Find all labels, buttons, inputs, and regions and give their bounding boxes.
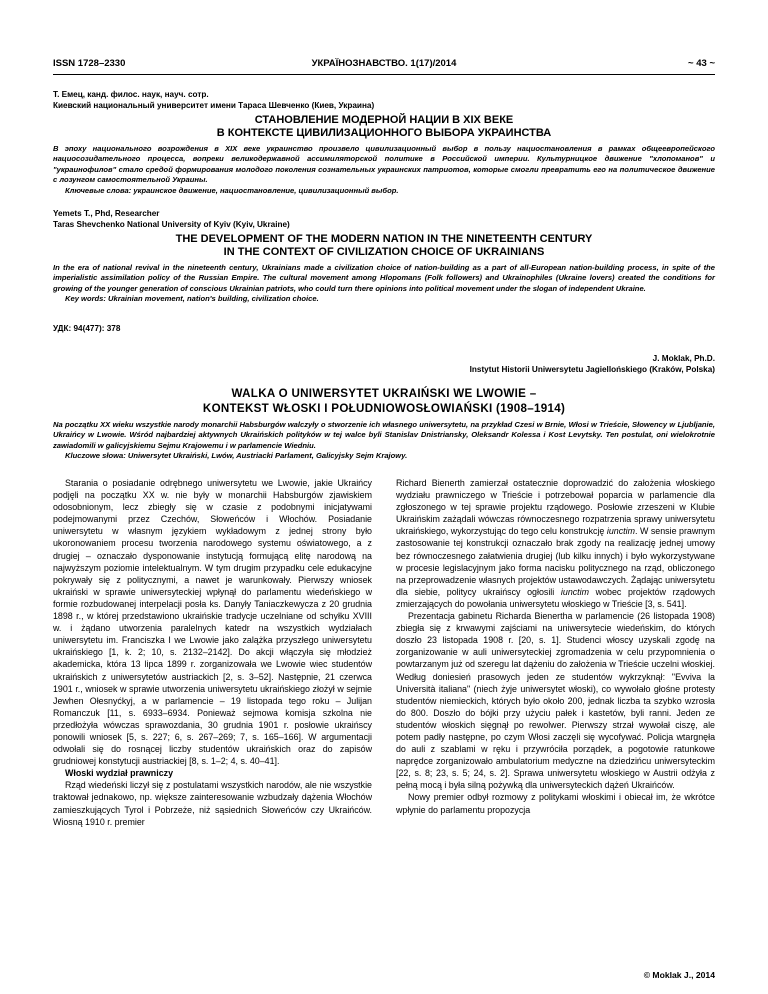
- body-paragraph: Prezentacja gabinetu Richarda Bienertha w parlamencie (26 listopada 1908) zbiegła się z krwawymi zajściami na uniwersytecie wiedeńskim, do których doszło 23 listopada 1908 r. [20, s. 1]. Studenci włoscy uzyskali zgodę na zorganizowanie w auli uniwersyteckiej zgromadzenia w celu przypomnienia o powtarzanym już od szeregu lat dążeniu do założenia w Trieście uczelni włoskiej. Według doniesień prasowych jeden ze studentów wykrzyknął: "Evviva la Università italiana" (niech żyje uniwersytet włoski), co wywołało głośne protesty studentów niemieckich, których było około 200, jednak liczba ta szybko wzrosła do 800. Doszło do bójki przy użyciu pałek i kastetów, byli ranni. Jeden ze studentów włoskich sięgnął po rewolwer. Pierwszy strzał wywołał ciszę, ale potem padły następne, po czym Włosi zaczęli się wycofywać. Policja wtargnęła do auli z szablami w ręku i przywróciła porządek, a pogotowie ratunkowe naprędce zorganizowało ambulatorium medyczne na dziedzińcu uniwersyteckim [22, s. 8; 23, s. 5; 24, s. 2]. Sprawa uniwersytetu włoskiego w Austrii odżyła z pełną mocą i była silną pożywką dla uniwersyteckich dążeń Ukraińców.: [396, 611, 715, 791]
- journal-page: [53, 0, 715, 994]
- article-title-line-2: KONTEKST WŁOSKI I POŁUDNIOWOSŁOWIAŃSKI (1908–1914): [202, 402, 566, 415]
- en-abstract-text: In the era of national revival in the nineteenth century, Ukrainians made a civilization choice of nation-building as a part of all-European nation-building process, in spite of the imperialistic assimilation policy of the Russian Empire. The cultural movement among Hlopomans (Folk followers) and Ukrainophiles (Ukraine lovers) created the conditions for growing of the younger generation of conscious Ukrainian patriots, who could turn there opinions into political movement under the slogan of independent Ukraine.: [53, 263, 715, 293]
- article-abstract-text: Na początku XX wieku wszystkie narody monarchii Habsburgów walczyły o stworzenie ich własnego uniwersytetu, na przykład Czesi w Brnie, Włosi w Trieście, Słowency w Ljubljanie, Ukraińcy w Lwowie. Wśród najbardziej aktywnych Ukraińskich polityków w tej walce byli Stanislav Dnistriansky, Oleksandr Kolessa i Kost Levytsky. Ten postulat, oni wielokrotnie zawiadomili w galicyjskiemu Sejmu Krajowemu i w parlamencie Wiedniu.: [53, 420, 715, 450]
- en-affiliation: Taras Shevchenko National University of Kyiv (Kyiv, Ukraine): [53, 220, 290, 229]
- body-paragraph: Rząd wiedeński liczył się z postulatami wszystkich narodów, ale nie wszystkie traktował jednakowo, np. większe zainteresowanie wzbudzały dążenia Włochów zamieszkujących Tyrol i Pobrzeże, niż sąsiednich Słoweńców czy Ukraińców. Wiosną 1910 r. premier: [53, 780, 372, 827]
- udk-code: УДК: 94(477): 378: [53, 324, 121, 333]
- body-paragraph: Nowy premier odbył rozmowy z politykami włoskimi i obiecał im, że wkrótce wpłynie do parlamentu propozycja: [396, 792, 715, 815]
- article-abstract: [53, 420, 715, 462]
- italic-term: iunctim: [606, 526, 635, 537]
- article-title: [53, 386, 715, 416]
- page-number: ~ 43 ~: [688, 58, 715, 69]
- ru-author-block: [53, 89, 715, 111]
- body-paragraph: Starania o posiadanie odrębnego uniwersytetu we Lwowie, jakie Ukraińcy podjęli na początku XX w. nie były w monarchii Habsburgów zjawiskiem odosobnionym, lecz zbiegły się w czasie z podobnymi inicjatywami podejmowanymi przez Czechów, Słoweńców i Włochów. Posiadanie uniwersytetu w własnym językiem wykładowym z jednej strony było ukoronowaniem procesu tworzenia narodowego systemu oświatowego, a z drugiej – oznaczało dysponowanie instytucją formującą elitę narodową na najwyższym poziomie intelektualnym. W tym drugim przypadku cele edukacyjne pokrywały się z politycznymi, a nawet je warunkowały. Pierwszy wniosek ukraiński w sprawie uniwersyteckiej wpłynął do parlamentu wiedeńskiego w formie rozbudowanej interpelacji posła ks. Danyły Taniaczkewycza z 20 grudnia 1898 r., w której przedstawiono ukraińskie tradycje uczelniane od schyłku XVIII w. i żądano utworzenia paralelnych katedr na wszystkich wydziałach uniwersytetu im. Franciszka I we Lwowie jako zalążka przyszłego uniwersytetu ukraińskiego [1, k. 2; 10, s. 2132–2142]. Do akcji włączyła się młodzież akademicka, która 13 lipca 1899 r. zorganizowała we Lwowie wiec studentów ukraińskich z uniwersytetów austriackich [2, s. 3–52]. Następnie, 21 czerwca 1901 r., wniosek w sprawie utworzenia uniwersytetu ukraińskiego złożył w sejmie Jewhen Ołesnyćkyj, a w parlamencie – 19 listopada tego roku – Julijan Romanczuk [11, s. 6933–6934. Ponieważ sejmowa komisja szkolna nie przedłożyła wówczas sprawozdania, 30 grudnia 1901 r. posłowie ukraińscy ponowili wniosek [5, s. 227; 6, s. 267–269; 7, s. 165–166]. W argumentacji odwołali się do rosnącej liczby studentów ukraińskich oraz do zapisów grudniowej konstytucji austriackiej [8, s. 1–2; 4, s. 40–41].: [53, 478, 372, 767]
- section-heading: Włoski wydział prawniczy: [65, 768, 174, 779]
- copyright-notice: © Moklak J., 2014: [643, 970, 715, 980]
- ru-title: [53, 114, 715, 140]
- article-author: J. Moklak, Ph.D.: [652, 354, 715, 363]
- article-keywords: Kluczowe słowa: Uniwersytet Ukraiński, Lwów, Austriacki Parlament, Galicyjsky Sejm Krajowy.: [65, 451, 408, 461]
- text-run: . W sensie prawnym zastosowanie tej konstrukcji oznaczało brak zgody na realizację jednej umowy bez równoczesnego załatwienia drugiej (lub kilku innych) i było wykorzystywane w procesie legislacyjnym jako forma nacisku politycznego na rząd, obliczonego na przeprowadzenie własnych projektów ustawodawczych. Żądając uniwersytetu dla siebie, politycy ukraińscy ogłosili: [396, 526, 716, 597]
- text-run: Richard Bienerth zamierzał ostatecznie doprowadzić do założenia włoskiego wydziału prawniczego w Trieście i potrzebował poparcia w parlamencie dla zgłoszonego w tej sprawie projektu rządowego. Posłowie zrzeszeni w Klubie Ukraińskim zażądali wówczas równoczesnego rozpatrzenia sprawy uniwersytetu ukraińskiego, wykorzystując do tego celu konstrukcję: [396, 478, 715, 537]
- en-title: [53, 233, 715, 259]
- running-header: [53, 58, 715, 72]
- ru-abstract-text: В эпоху национального возрождения в XIX веке украинство произвело цивилизационный выбор в пользу нациостановления в рамках общеевропейского нациосозидательного процесса, вопреки великодержавной ассимиляторской политике в Российской империи. Культурницкое движение "хлопоманов" и "украинофилов" стало средой формирования молодого поколения сознательных украинских патриотов, которые смогли превратить его на политическое движение с лозунгом самостоятельной Украины.: [53, 144, 715, 185]
- header-rule: [53, 74, 715, 75]
- ru-author: Т. Емец, канд. филос. наук, науч. сотр.: [53, 90, 209, 99]
- body-column-left: [53, 477, 372, 828]
- ru-keywords: Ключевые слова: украинское движение, нациостановление, цивилизационный выбор.: [65, 185, 399, 195]
- article-author-block: [53, 353, 715, 375]
- body-column-right: [396, 477, 715, 816]
- text-run: wobec projektów rządowych zmierzających do powołania uniwersytetu włoskiego w Trieście [3, s. 541].: [396, 586, 716, 609]
- article-affiliation: Instytut Historii Uniwersytetu Jagiellońskiego (Kraków, Polska): [469, 365, 715, 374]
- issn: ISSN 1728–2330: [53, 58, 126, 69]
- journal-name: УКРАЇНОЗНАВСТВО. 1(17)/2014: [311, 58, 457, 69]
- en-author-block: [53, 208, 715, 230]
- body-paragraph: [396, 477, 715, 610]
- ru-title-line-1: СТАНОВЛЕНИЕ МОДЕРНОЙ НАЦИИ В XIX ВЕКЕ: [254, 114, 514, 126]
- article-title-line-1: WALKA O UNIWERSYTET UKRAIŃSKI WE LWOWIE –: [231, 387, 537, 400]
- ru-title-line-2: В КОНТЕКСТЕ ЦИВИЛИЗАЦИОННОГО ВЫБОРА УКРАИНСТВА: [216, 127, 552, 139]
- ru-affiliation: Киевский национальный университет имени Тараса Шевченко (Киев, Украина): [53, 101, 375, 110]
- italic-term: iunctim: [560, 586, 590, 597]
- en-author: Yemets T., Phd, Researcher: [53, 209, 160, 218]
- en-title-line-1: THE DEVELOPMENT OF THE MODERN NATION IN THE NINETEENTH CENTURY: [175, 233, 593, 245]
- en-abstract: [53, 263, 715, 305]
- en-title-line-2: IN THE CONTEXT OF CIVILIZATION CHOICE OF UKRAINIANS: [223, 246, 545, 258]
- en-keywords: Key words: Ukrainian movement, nation's building, civilization choice.: [65, 294, 319, 304]
- ru-abstract: [53, 144, 715, 196]
